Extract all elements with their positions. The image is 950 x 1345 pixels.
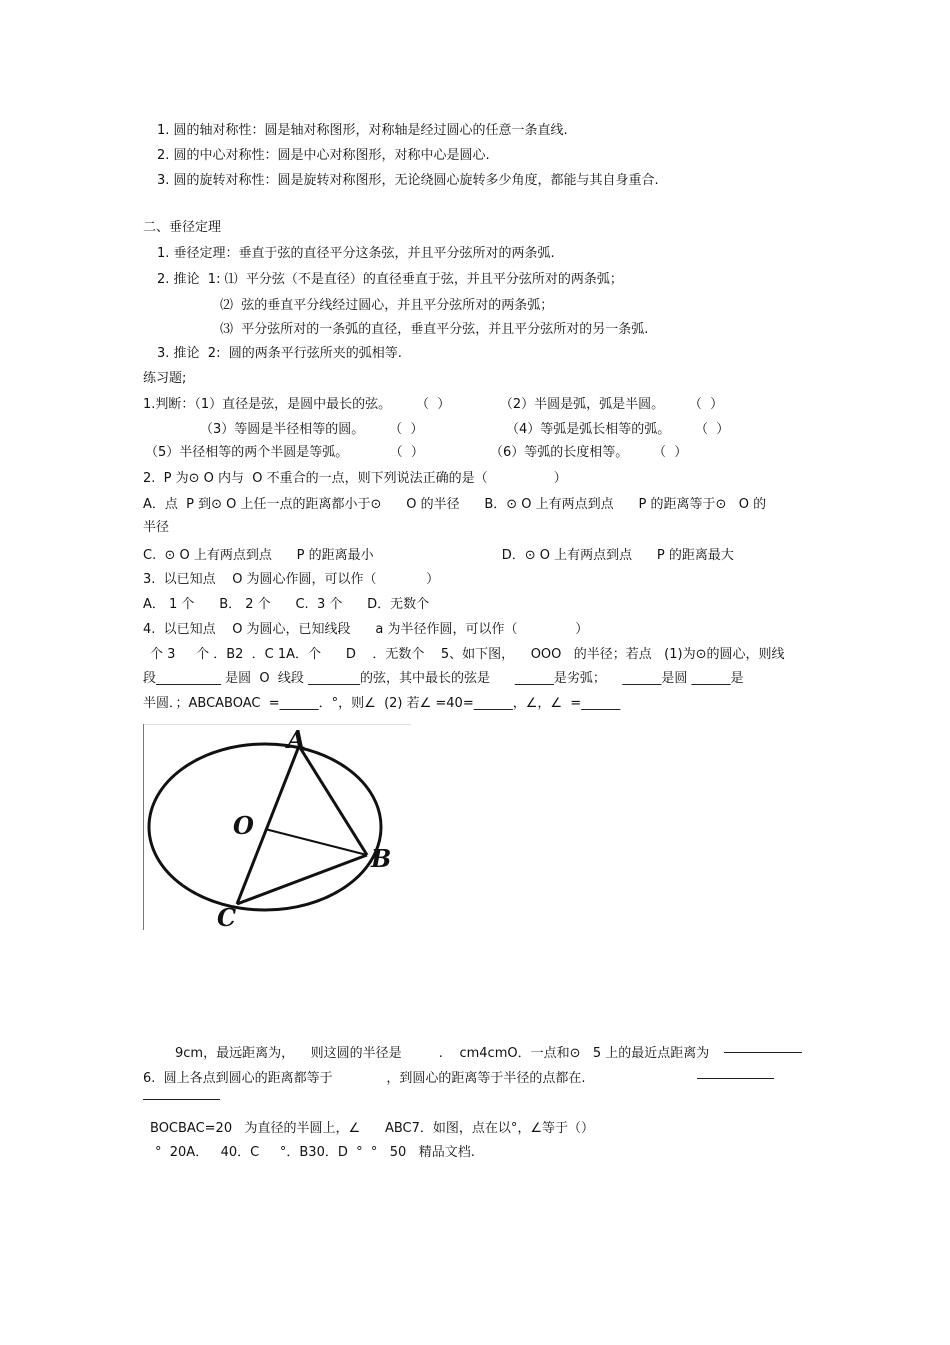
- q2-options-ab: A．点 P 到⊙ O 上任一点的距离都小于⊙ O 的半径 B．⊙ O 上有两点到点 P 的距离等于⊙ O 的: [143, 497, 767, 512]
- corollary-2: 3. 推论 2: 圆的两条平行弦所夹的弧相等.: [157, 346, 402, 361]
- property-rotational-symmetry: 3. 圆的旋转对称性：圆是旋转对称图形，无论绕圆心旋转多少角度，都能与其自身重合.: [157, 173, 659, 188]
- q4-q5-mixed-1: 个 3 个 ．B2 ．C 1A．个 D ．无数个 5、如下图， OOO 的半径；若点 (1)为⊙的圆心，则线: [150, 647, 785, 662]
- q6-stem: 6. 圆上各点到圆心的距离都等于 ，到圆心的距离等于半径的点都在.: [143, 1071, 586, 1086]
- point-label-b: B: [371, 844, 392, 873]
- q5-mixed-3: 半圆．；ABCABOAC =______．°，则∠ (2) 若∠ =40=______，∠，∠ =______: [143, 696, 621, 711]
- property-central-symmetry: 2. 圆的中心对称性：圆是中心对称图形，对称中心是圆心.: [157, 148, 490, 163]
- q5-mixed-2: 段__________ 是圆 O 线段 ________的弦，其中最长的弦是 ______是劣弧； ______是圆 ______是: [143, 671, 744, 686]
- point-label-c: C: [217, 903, 237, 930]
- circle-figure: [143, 724, 411, 930]
- q7-stem: BOCBAC=20 为直径的半圆上，∠ ABC7．如图，点在以°，∠等于（）: [150, 1121, 595, 1136]
- chord-ab: [299, 746, 367, 855]
- q4-stem: 4. 以已知点 O 为圆心，已知线段 a 为半径作圆，可以作（ ）: [143, 622, 589, 637]
- q-distance-text: 9cm，最远距离为， 则这圆的半径是 . cm4cmO．一点和⊙ 5 上的最近点距离为: [175, 1046, 710, 1061]
- q3-options: A． 1 个 B． 2 个 C. 3 个 D．无数个: [143, 597, 430, 612]
- q2-stem: 2. P 为⊙ O 内与 O 不重合的一点，则下列说法正确的是（ ）: [143, 471, 567, 486]
- chord-bc: [237, 855, 367, 904]
- point-label-a: A: [287, 725, 306, 754]
- theorem-statement: 1. 垂径定理：垂直于弦的直径平分这条弦，并且平分弦所对的两条弧.: [157, 246, 555, 261]
- q2-options-cd: C. ⊙ O 上有两点到点 P 的距离最小 D．⊙ O 上有两点到点 P 的距离最大: [143, 548, 734, 563]
- corollary-1-part-1: 2. 推论 1: ⑴ 平分弦（不是直径）的直径垂直于弦，并且平分弦所对的两条弧；: [157, 272, 623, 287]
- section-heading-perpendicular-diameter: 二、垂径定理: [143, 220, 222, 235]
- answer-blank-3: [143, 1099, 220, 1100]
- q1-row-1: 1.判断：（1）直径是弦，是圆中最长的弦。 （ ） （2）半圆是弧，弧是半圆。 （ ）: [143, 397, 724, 412]
- q1-row-2: （3）等圆是半径相等的圆。 （ ） （4）等弧是弧长相等的弧。 （ ）: [200, 422, 730, 437]
- q2-options-ab-wrap: 半径: [143, 520, 170, 535]
- property-axial-symmetry: 1. 圆的轴对称性：圆是轴对称图形，对称轴是经过圆心的任意一条直线.: [157, 123, 568, 138]
- exercises-heading: 练习题;: [143, 371, 187, 386]
- point-label-o: O: [233, 811, 254, 840]
- answer-blank-1: [724, 1052, 802, 1053]
- q3-stem: 3. 以已知点 O 为圆心作圆，可以作（ ）: [143, 572, 440, 587]
- q1-row-3: （5）半径相等的两个半圆是等弧。 （ ） （6）等弧的长度相等。 （ ）: [145, 445, 688, 460]
- answer-blank-2: [697, 1078, 774, 1079]
- circle-outline: [149, 744, 381, 910]
- circle-diagram: [143, 724, 411, 930]
- q7-options: ° 20A． 40．C °．B30．D ° ° 50 精品文档.: [155, 1145, 475, 1160]
- corollary-1-part-3: ⑶ 平分弦所对的一条弧的直径，垂直平分弦，并且平分弦所对的另一条弧.: [220, 322, 649, 337]
- corollary-1-part-2: ⑵ 弦的垂直平分线经过圆心，并且平分弦所对的两条弧；: [220, 298, 554, 313]
